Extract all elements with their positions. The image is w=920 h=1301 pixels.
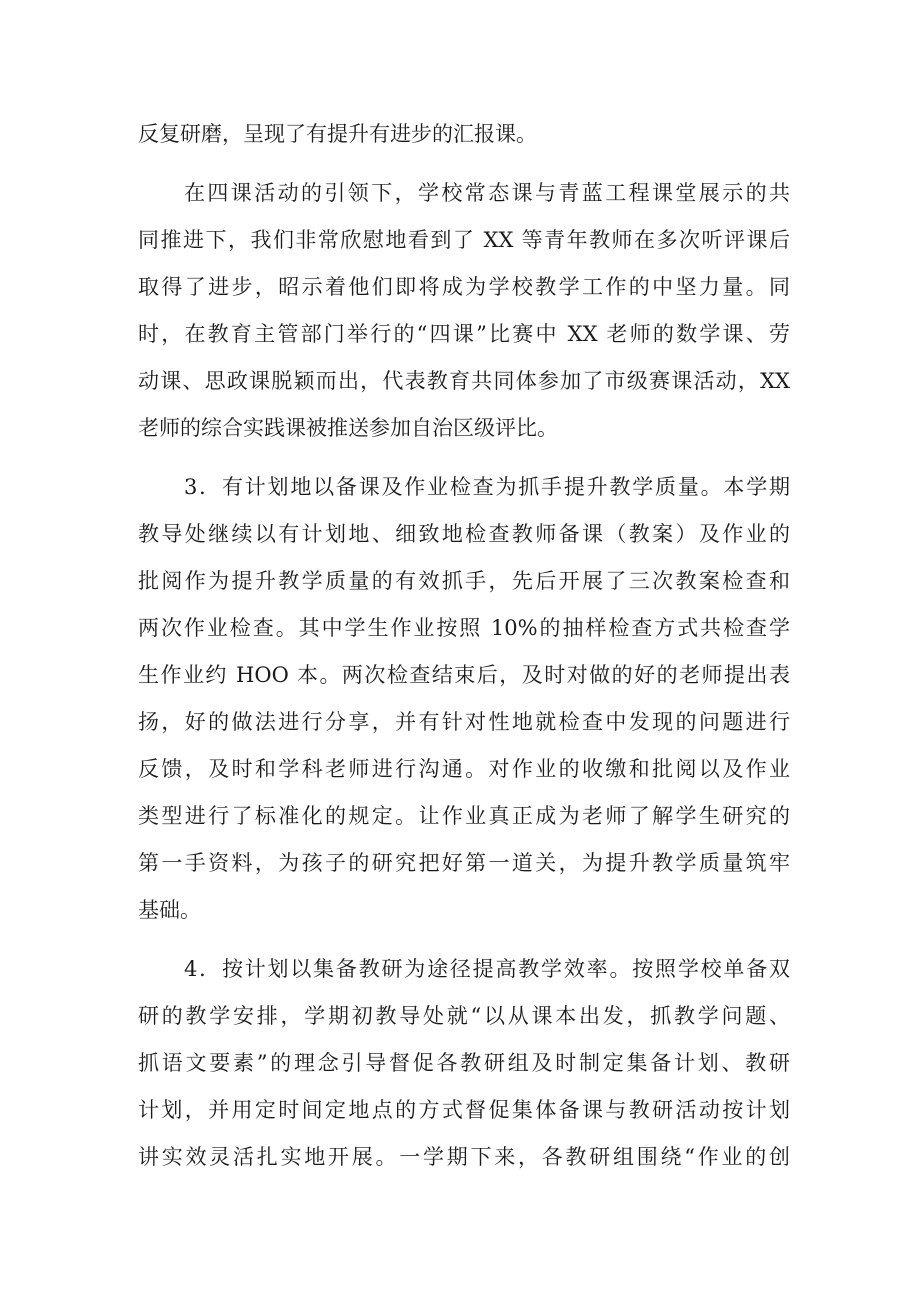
document-body (138, 111, 790, 1181)
text-line: 4．按计划以集备教研为途径提高教学效率。按照学校单备双 (184, 957, 790, 981)
paragraph (138, 111, 790, 158)
text-line: 讲实效灵活扎实地开展。一学期下来，各教研组围绕“作业的创 (138, 1145, 790, 1169)
paragraph (138, 170, 790, 452)
text-line: 扬，好的做法进行分享，并有针对性地就检查中发现的问题进行 (138, 710, 790, 734)
text-line: 基础。 (138, 898, 201, 922)
text-line: 抓语文要素”的理念引导督促各教研组及时制定集备计划、教研 (138, 1051, 790, 1075)
text-line: 生作业约 HOO 本。两次检查结束后，及时对做的好的老师提出表 (138, 663, 790, 687)
text-line: 老师的综合实践课被推送参加自治区级评比。 (138, 416, 558, 440)
text-line: 教导处继续以有计划地、细致地检查教师备课（教案）及作业的 (138, 522, 790, 546)
text-line: 批阅作为提升教学质量的有效抓手，先后开展了三次教案检查和 (138, 569, 790, 593)
paragraph-gap (138, 934, 790, 946)
paragraph (138, 464, 790, 934)
text-line: 反馈，及时和学科老师进行沟通。对作业的收缴和批阅以及作业 (138, 757, 790, 781)
paragraph-gap (138, 158, 790, 170)
paragraph-gap (138, 452, 790, 464)
text-line: 第一手资料，为孩子的研究把好第一道关，为提升教学质量筑牢 (138, 851, 790, 875)
text-line: 动课、思政课脱颖而出，代表教育共同体参加了市级赛课活动，XX (138, 369, 790, 393)
text-line: 同推进下，我们非常欣慰地看到了 XX 等青年教师在多次听评课后 (138, 228, 790, 252)
text-line: 取得了进步，昭示着他们即将成为学校教学工作的中坚力量。同 (138, 275, 790, 299)
text-line: 两次作业检查。其中学生作业按照 10%的抽样检查方式共检查学 (138, 616, 790, 640)
text-line: 计划，并用定时间定地点的方式督促集体备课与教研活动按计划 (138, 1098, 790, 1122)
text-line: 研的教学安排，学期初教导处就“以从课本出发，抓教学问题、 (138, 1004, 790, 1028)
text-line: 时，在教育主管部门举行的“四课”比赛中 XX 老师的数学课、劳 (138, 322, 790, 346)
text-line: 类型进行了标准化的规定。让作业真正成为老师了解学生研究的 (138, 804, 790, 828)
paragraph (138, 946, 790, 1181)
text-line: 在四课活动的引领下，学校常态课与青蓝工程课堂展示的共 (184, 181, 790, 205)
text-line: 3．有计划地以备课及作业检查为抓手提升教学质量。本学期 (184, 475, 790, 499)
text-line: 反复研磨，呈现了有提升有进步的汇报课。 (138, 122, 537, 146)
